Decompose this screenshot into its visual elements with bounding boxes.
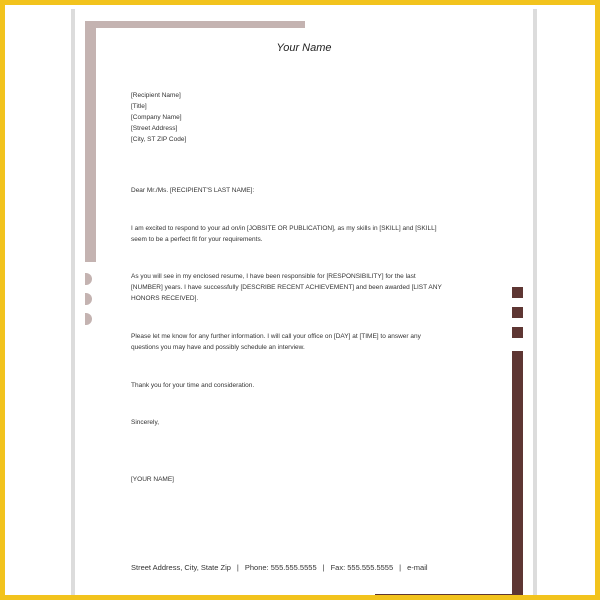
footer-separator: | xyxy=(236,563,239,572)
signature-placeholder: [YOUR NAME] xyxy=(131,476,174,483)
decor-semicircle-1 xyxy=(85,273,92,285)
paragraph-3-line-2: questions you may have and possibly schedule an interview. xyxy=(131,344,305,351)
recipient-company: [Company Name] xyxy=(131,114,182,121)
decor-top-bar xyxy=(85,21,305,28)
paragraph-3-line-1: Please let me know for any further information. I will call your office on [DAY] at [TIME] to answer any xyxy=(131,333,421,340)
decor-right-bar xyxy=(512,351,523,595)
closing: Sincerely, xyxy=(131,419,160,426)
letter-page xyxy=(75,17,533,595)
document-frame xyxy=(5,5,595,595)
footer-phone: 555.555.5555 xyxy=(270,563,317,572)
page-shadow-right xyxy=(533,9,537,595)
page-title: Your Name xyxy=(276,42,332,54)
recipient-name: [Recipient Name] xyxy=(131,92,181,99)
footer-phone-label: Phone: xyxy=(244,563,269,572)
salutation: Dear Mr./Ms. [RECIPIENT'S LAST NAME]: xyxy=(131,187,255,194)
decor-bottom-bar xyxy=(375,594,523,595)
paragraph-2-line-2: [NUMBER] years. I have successfully [DESCRIBE RECENT ACHIEVEMENT] and been awarded [LIST ANY xyxy=(131,284,442,291)
decor-left-bar xyxy=(85,28,96,262)
decor-square-1 xyxy=(512,287,523,298)
decor-semicircle-2 xyxy=(85,293,92,305)
footer-fax-label: Fax: xyxy=(330,563,346,572)
recipient-street: [Street Address] xyxy=(131,125,178,132)
thanks-line: Thank you for your time and consideration. xyxy=(131,382,255,389)
decor-square-2 xyxy=(512,307,523,318)
footer-address: Street Address, City, State Zip xyxy=(131,563,231,572)
decor-square-3 xyxy=(512,327,523,338)
paragraph-2-line-1: As you will see in my enclosed resume, I have been responsible for [RESPONSIBILITY] for the last xyxy=(131,273,416,280)
footer-separator: | xyxy=(322,563,325,572)
paragraph-2-line-3: HONORS RECEIVED]. xyxy=(131,295,199,302)
footer-email: e-mail xyxy=(407,563,428,572)
footer-separator: | xyxy=(399,563,402,572)
recipient-city: [City, ST ZIP Code] xyxy=(131,136,187,143)
recipient-title: [Title] xyxy=(131,103,147,110)
paragraph-1-line-1: I am excited to respond to your ad on/in [JOBSITE OR PUBLICATION], as my skills in [SKILL] and [SKILL] xyxy=(131,225,437,232)
footer-contact xyxy=(131,563,428,572)
paragraph-1-line-2: seem to be a perfect fit for your requirements. xyxy=(131,236,263,243)
footer-fax: 555.555.5555 xyxy=(347,563,394,572)
decor-semicircle-3 xyxy=(85,313,92,325)
